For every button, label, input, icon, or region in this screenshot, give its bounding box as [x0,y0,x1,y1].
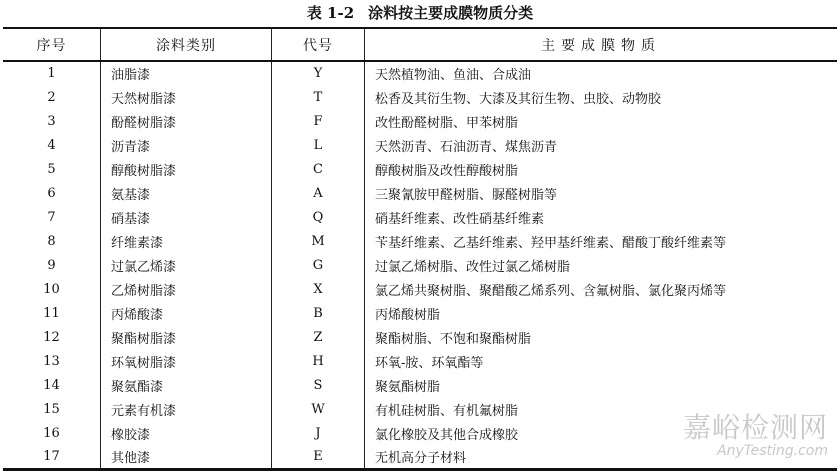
table-caption [0,2,840,24]
cell-code: S [272,373,365,397]
cell-code: G [272,253,365,277]
cell-category: 天然树脂漆 [101,85,272,109]
cell-index: 8 [47,233,56,249]
cell-category: 橡胶漆 [101,421,272,445]
table-row [3,349,837,373]
cell-code: M [272,229,365,253]
cell-code: X [272,277,365,301]
coating-classification-table [3,27,837,471]
cell-film-substance: 改性酚醛树脂、甲苯树脂 [365,109,838,133]
cell-code: H [272,349,365,373]
cell-category: 醇酸树脂漆 [101,157,272,181]
cell-index: 17 [43,448,60,464]
cell-code: E [272,445,365,469]
cell-code: C [272,157,365,181]
table-row [3,229,837,253]
cell-category: 硝基漆 [101,205,272,229]
header-category: 涂料类别 [101,28,272,61]
header-code: 代号 [272,28,365,61]
table-number: 表 1-2 [306,4,355,22]
cell-code: A [272,181,365,205]
cell-code: F [272,109,365,133]
table-row [3,85,837,109]
cell-category: 过氯乙烯漆 [101,253,272,277]
cell-code: Y [272,61,365,85]
cell-code: J [272,421,365,445]
cell-film-substance: 三聚氰胺甲醛树脂、脲醛树脂等 [365,181,838,205]
table-header-row [3,28,837,61]
cell-index: 1 [47,66,56,81]
cell-category: 沥青漆 [101,133,272,157]
cell-code: L [272,133,365,157]
table-row [3,253,837,277]
cell-film-substance: 松香及其衍生物、大漆及其衍生物、虫胶、动物胶 [365,85,838,109]
table-row [3,157,837,181]
cell-category: 元素有机漆 [101,397,272,421]
cell-category: 聚酯树脂漆 [101,325,272,349]
cell-film-substance: 过氯乙烯树脂、改性过氯乙烯树脂 [365,253,838,277]
cell-film-substance: 丙烯酸树脂 [365,301,838,325]
table-row [3,277,837,301]
cell-category: 乙烯树脂漆 [101,277,272,301]
cell-film-substance: 醇酸树脂及改性醇酸树脂 [365,157,838,181]
cell-film-substance: 氯化橡胶及其他合成橡胶 [365,421,838,445]
cell-code: B [272,301,365,325]
cell-index: 11 [43,305,60,321]
watermark-en: AnyTesting.com [717,443,828,459]
header-film-substance: 主要成膜物质 [365,28,838,61]
cell-code: W [272,397,365,421]
table-row [3,61,837,85]
cell-film-substance: 有机硅树脂、有机氟树脂 [365,397,838,421]
table-row [3,301,837,325]
cell-category: 纤维素漆 [101,229,272,253]
cell-film-substance: 聚酯树脂、不饱和聚酯树脂 [365,325,838,349]
table-row [3,205,837,229]
cell-index: 10 [43,281,60,297]
table-row [3,109,837,133]
cell-category: 油脂漆 [101,61,272,85]
cell-category: 丙烯酸漆 [101,301,272,325]
watermark-cn: 嘉峪检测网 [682,411,828,444]
cell-index: 2 [47,89,56,105]
cell-category: 聚氨酯漆 [101,373,272,397]
table-row [3,325,837,349]
cell-index: 14 [43,377,60,393]
cell-category: 其他漆 [101,445,272,469]
cell-index: 9 [47,257,56,273]
table-row [3,181,837,205]
watermark [683,413,828,459]
cell-index: 7 [47,209,56,225]
cell-index: 15 [43,401,60,417]
cell-index: 3 [47,113,56,129]
cell-index: 4 [47,137,56,153]
cell-film-substance: 氯乙烯共聚树脂、聚醋酸乙烯系列、含氟树脂、氯化聚丙烯等 [365,277,838,301]
cell-index: 16 [43,425,60,441]
table-title: 涂料按主要成膜物质分类 [368,4,534,22]
table-row [3,373,837,397]
cell-index: 12 [43,329,60,345]
cell-film-substance: 苄基纤维素、乙基纤维素、羟甲基纤维素、醋酸丁酸纤维素等 [365,229,838,253]
cell-index: 5 [47,161,56,177]
cell-code: Z [272,325,365,349]
cell-category: 环氧树脂漆 [101,349,272,373]
cell-film-substance: 天然沥青、石油沥青、煤焦沥青 [365,133,838,157]
cell-category: 酚醛树脂漆 [101,109,272,133]
cell-code: Q [272,205,365,229]
header-index: 序号 [3,28,101,61]
table-row [3,133,837,157]
cell-film-substance: 无机高分子材料 [365,445,838,469]
cell-film-substance: 环氧-胺、环氧酯等 [365,349,838,373]
cell-category: 氨基漆 [101,181,272,205]
cell-index: 6 [47,185,56,201]
cell-code: T [272,85,365,109]
cell-film-substance: 硝基纤维素、改性硝基纤维素 [365,205,838,229]
cell-index: 13 [43,353,60,369]
cell-film-substance: 天然植物油、鱼油、合成油 [365,61,838,85]
cell-film-substance: 聚氨酯树脂 [365,373,838,397]
